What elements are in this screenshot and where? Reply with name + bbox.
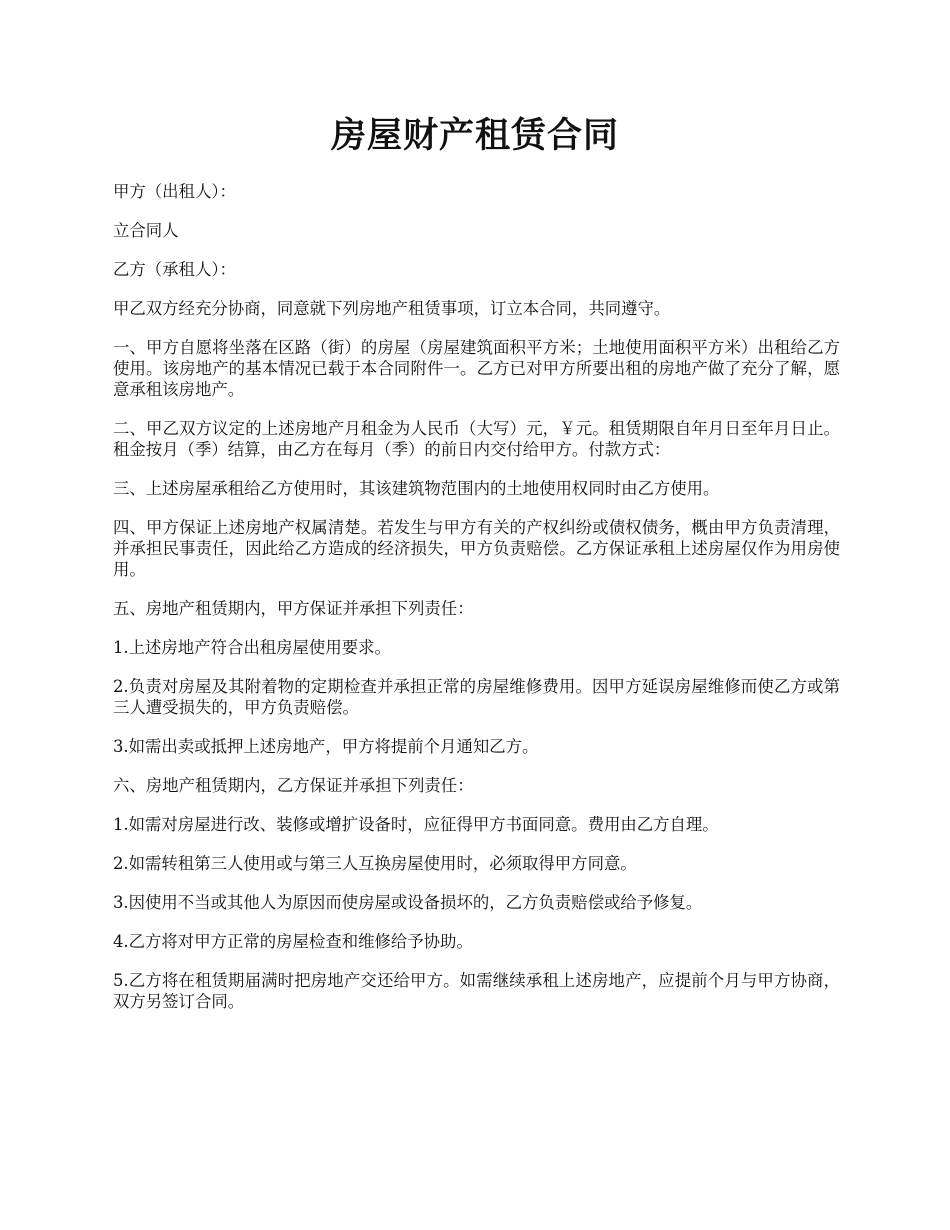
clause-6-item-1: 1.如需对房屋进行改、装修或增扩设备时，应征得甲方书面同意。费用由乙方自理。	[113, 815, 719, 834]
document-body	[113, 181, 840, 1030]
clause-6-item-4: 4.乙方将对甲方正常的房屋检查和维修给予协助。	[113, 932, 473, 951]
clause-4-paragraph: 四、甲方保证上述房地产权属清楚。若发生与甲方有关的产权纠纷或债权债务，概由甲方负责清理，并承担民事责任，因此给乙方造成的经济损失，甲方负责赔偿。乙方保证承租上述房屋仅作为用房使用。	[113, 518, 840, 579]
document-title: 房屋财产租赁合同	[330, 115, 619, 156]
clause-6-item-5: 5.乙方将在租赁期届满时把房地产交还给甲方。如需继续承租上述房地产，应提前个月与甲方协商，双方另签订合同。	[113, 971, 840, 1011]
clause-3-paragraph: 三、上述房屋承租给乙方使用时，其该建筑物范围内的土地使用权同时由乙方使用。	[113, 479, 720, 498]
clause-6-item-2: 2.如需转租第三人使用或与第三人互换房屋使用时，必须取得甲方同意。	[113, 854, 637, 873]
contract-signatory-line: 立合同人	[113, 221, 179, 240]
clause-5-item-1: 1.上述房地产符合出租房屋使用要求。	[113, 638, 391, 657]
clause-1-paragraph: 一、甲方自愿将坐落在区路（街）的房屋（房屋建筑面积平方米；土地使用面积平方米）出租给乙方使用。该房地产的基本情况已载于本合同附件一。乙方已对甲方所要出租的房地产做了充分了解，愿意承租该房地产。	[113, 338, 840, 399]
clause-5-item-3: 3.如需出卖或抵押上述房地产，甲方将提前个月通知乙方。	[113, 737, 539, 756]
clause-5-item-2: 2.负责对房屋及其附着物的定期检查并承担正常的房屋维修费用。因甲方延误房屋维修而使乙方或第三人遭受损失的，甲方负责赔偿。	[113, 677, 840, 717]
clause-6-item-3: 3.因使用不当或其他人为原因而使房屋或设备损坏的，乙方负责赔偿或给予修复。	[113, 893, 703, 912]
preamble-paragraph: 甲乙双方经充分协商，同意就下列房地产租赁事项，订立本合同，共同遵守。	[113, 299, 671, 318]
clause-6-heading: 六、房地产租赁期内，乙方保证并承担下列责任：	[113, 776, 474, 795]
party-b-line: 乙方（承租人）：	[113, 260, 236, 279]
clause-2-paragraph: 二、甲乙双方议定的上述房地产月租金为人民币（大写）元，￥元。租赁期限自年月日至年月日止。租金按月（季）结算，由乙方在每月（季）的前日内交付给甲方。付款方式：	[113, 419, 840, 459]
party-a-line: 甲方（出租人）：	[113, 182, 236, 201]
clause-5-heading: 五、房地产租赁期内，甲方保证并承担下列责任：	[113, 599, 474, 618]
